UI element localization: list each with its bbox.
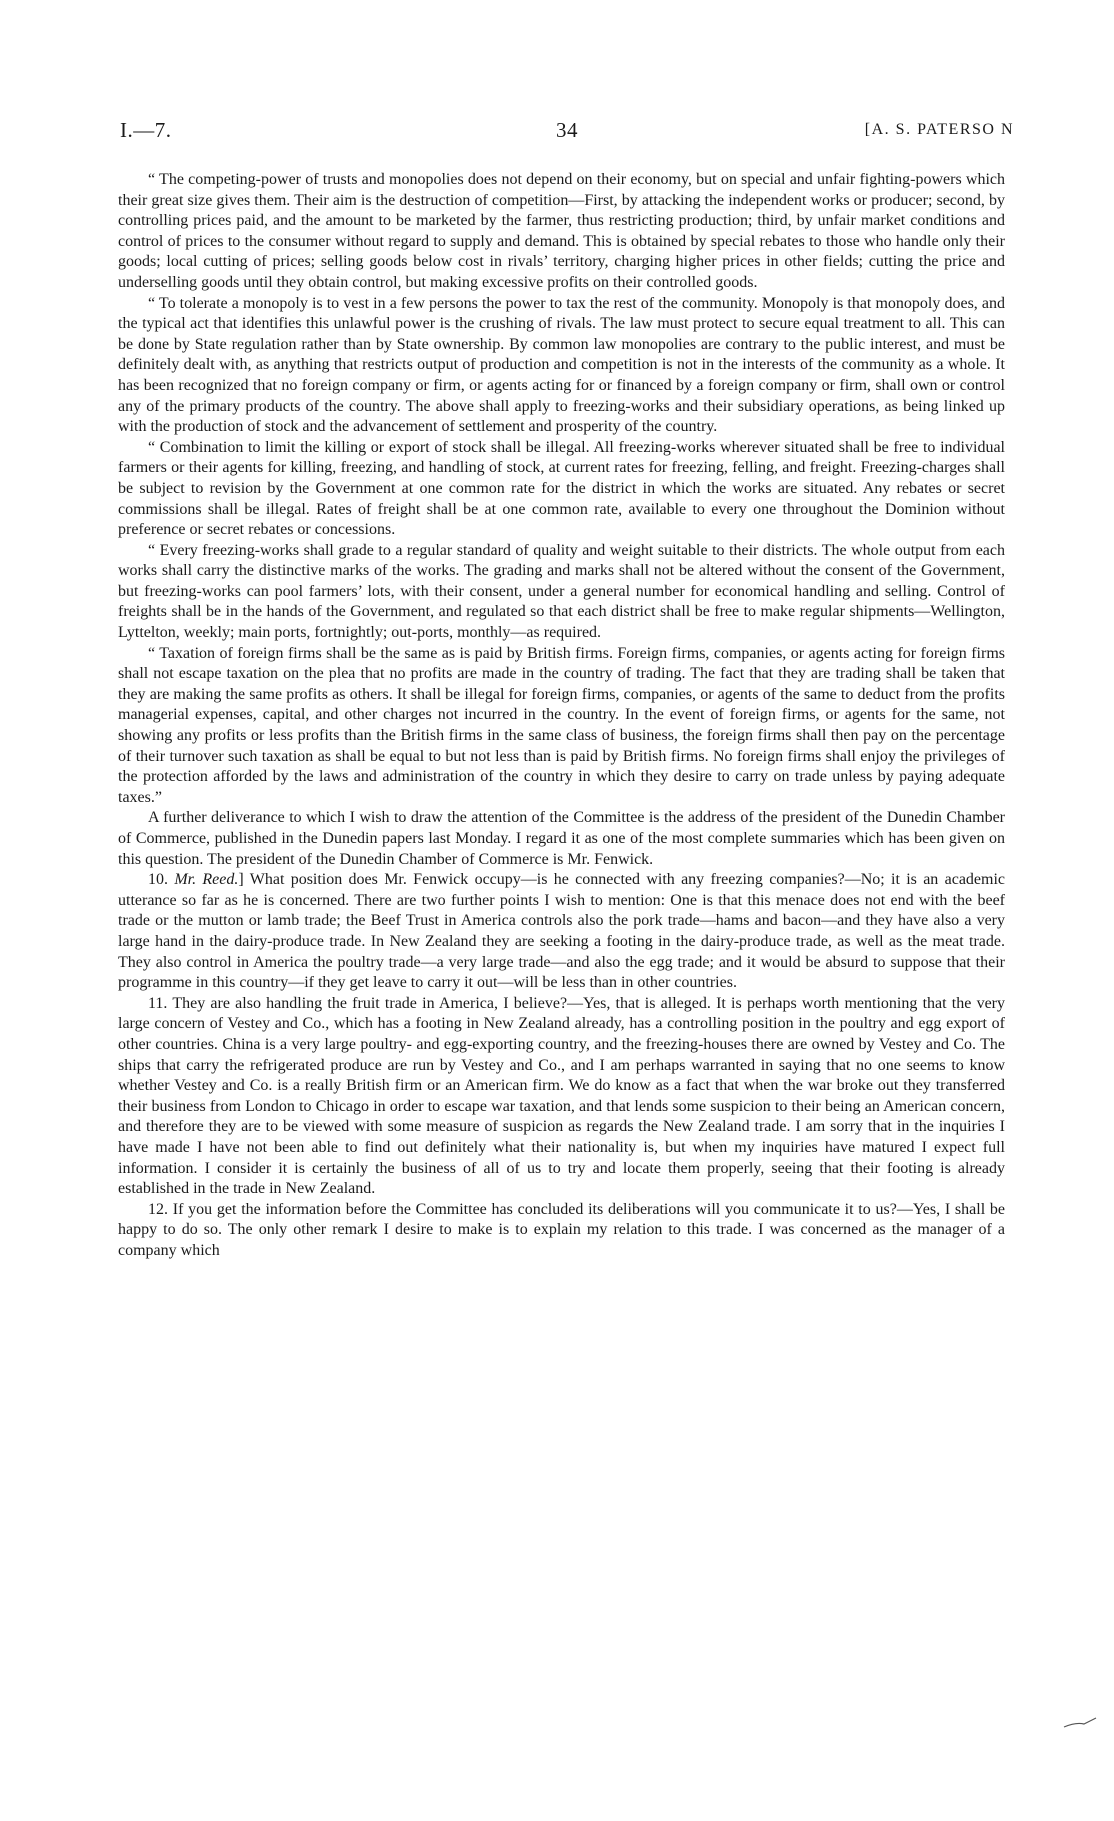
quote-paragraph-3: “ Combination to limit the killing or export of stock shall be illegal. All freezing-works wherever situated shall be free to individual farmers or their agents for killing, freezing, and handling of stock, at current rates for freezing, felling, and freight. Freezing-charges shall be subject to revision by the Government at one common rate for the district in which the works are situated. Any rebates or secret commissions shall be illegal. Rates of freight shall be at one common rate, available to every one throughout the Dominion without preference or secret rebates or concessions.	[118, 438, 1005, 539]
quote-paragraph-2: “ To tolerate a monopoly is to vest in a few persons the power to tax the rest of the community. Monopoly is that monopoly does, and the typical act that identifies this unlawful power is the crushing of rivals. The law must protect to secure equal treatment to all. This can be done by State regulation rather than by State ownership. By common law monopolies are contrary to the public interest, and must be definitely dealt with, as anything that restricts output of production and competition is not in the interests of the community as a whole. It has been recognized that no foreign company or firm, or agents acting for or financed by a foreign company or firm, shall own or control any of the primary products of the country. The above shall apply to freezing-works and their subsidiary operations, as being linked up with the production of stock and the advancement of settlement and prosperity of the country.	[118, 294, 1005, 436]
margin-mark	[1062, 1716, 1098, 1730]
question-11: 11. They are also handling the fruit trade in America, I believe?—Yes, that is alleged. It is perhaps worth mentioning that the very large concern of Vestey and Co., which has a footing in New Zealand already, has a controlling position in the poultry and egg export of other countries. China is a very large poultry- and egg-exporting country, and the freezing-houses there are owned by Vestey and Co. The ships that carry the refrigerated produce are run by Vestey and Co., and I am perhaps warranted in saying that no one seems to know whether Vestey and Co. is a really British firm or an American firm. We do know as a fact that when the war broke out they transferred their business from London to Chicago in order to escape war taxation, and that lends some suspicion to their being an American concern, and therefore they are to be viewed with some measure of suspicion as regards the New Zealand trade. I am sorry that in the inquiries I have made I have not been able to find out definitely what their nationality is, but when my inquiries have matured I expect full information. I consider it is certainly the business of all of us to try and locate them properly, seeing that their footing is already established in the trade in New Zealand.	[118, 994, 1005, 1198]
page-header	[120, 118, 1014, 148]
quote-paragraph-4: “ Every freezing-works shall grade to a regular standard of quality and weight suitable to their districts. The whole output from each works shall carry the distinctive marks of the works. The grading and marks shall not be altered without the consent of the Government, but freezing-works can pool farmers’ lots, with their consent, under a general number for economical handling and selling. Control of freights shall be in the hands of the Government, and regulated so that each district shall be free to make regular shipments—Wellington, Lyttelton, weekly; main ports, fortnightly; out-ports, monthly—as required.	[118, 541, 1005, 642]
document-body	[118, 170, 1005, 1261]
question-12: 12. If you get the information before the Committee has concluded its deliberations will you communicate it to us?—Yes, I shall be happy to do so. The only other remark I desire to make is to explain my relation to this trade. I was concerned as the manager of a company which	[118, 1200, 1005, 1259]
speaker-name: Mr. Reed.	[174, 871, 239, 889]
witness-name: [A. S. PATERSO N	[864, 121, 1014, 138]
question-number: 10.	[148, 871, 168, 889]
question-10	[118, 870, 1005, 994]
body-paragraph-deliverance: A further deliverance to which I wish to draw the attention of the Committee is the address of the president of the Dunedin Chamber of Commerce, published in the Dunedin papers last Monday. I regard it as one of the most complete summaries which has been given on this question. The president of the Dunedin Chamber of Commerce is Mr. Fenwick.	[118, 809, 1005, 868]
question-text: ] What position does Mr. Fenwick occupy—is he connected with any freezing companies?—No; it is an academic utterance so far as he is concerned. There are two further points I wish to mention: One is that this menace does not end with the beef trade or the mutton or lamb trade; the Beef Trust in America controls also the pork trade—hams and bacon—and they have also a very large hand in the dairy-produce trade. In New Zealand they are seeking a footing in the dairy-produce trade, as well as the meat trade. They also control in America the poultry trade—a very large trade—and also the egg trade; and it would be absurd to suppose that their programme in this country—if they get leave to carry it out—will be less than in other countries.	[118, 871, 1006, 992]
document-reference: I.—7.	[120, 118, 172, 142]
quote-paragraph-5: “ Taxation of foreign firms shall be the same as is paid by British firms. Foreign firms, companies, or agents acting for foreign firms shall not escape taxation on the plea that no profits are made in the country of trading. The fact that they are trading shall be taken that they are making the same profits as others. It shall be illegal for foreign firms, companies, or agents of the same to deduct from the profits managerial expenses, capital, and other charges not incurred in the country. In the event of foreign firms, or agents for the same, not showing any profits or less profits than the British firms in the same class of business, the foreign firms shall then pay on the percentage of their turnover such taxation as shall be equal to but not less than is paid by British firms. No foreign firms shall enjoy the privileges of the protection afforded by the laws and administration of the country in which they desire to carry on trade unless by paying adequate taxes.”	[118, 644, 1005, 806]
quote-paragraph-1: “ The competing-power of trusts and monopolies does not depend on their economy, but on special and unfair fighting-powers which their great size gives them. Their aim is the destruction of competition—First, by attacking the independent works or producer; second, by controlling prices paid, and the amount to be marketed by the farmer, thus restricting production; third, by unfair market conditions and control of prices to the consumer without regard to supply and demand. This is obtained by special rebates to those who handle only their goods; local cutting of prices; selling goods below cost in rivals’ territory, charging higher prices in other fields; cutting the price and underselling goods until they obtain control, but making excessive profits on their controlled goods.	[118, 171, 1005, 291]
page-number: 34	[556, 118, 578, 142]
